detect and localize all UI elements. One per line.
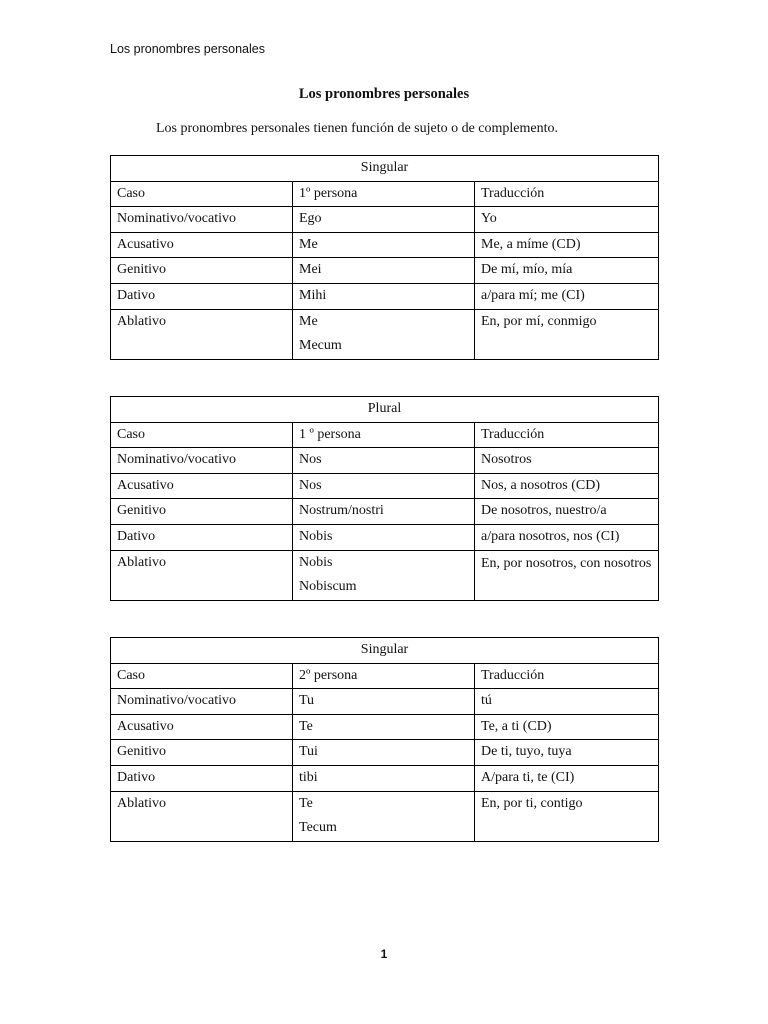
latin-form-cell: [293, 740, 475, 766]
table-row: [111, 765, 659, 791]
singular-first-person-table: [110, 155, 659, 360]
latin-form-cell: [293, 258, 475, 284]
case-cell: Acusativo: [111, 473, 293, 499]
case-cell: Genitivo: [111, 499, 293, 525]
case-cell: Nominativo/vocativo: [111, 448, 293, 474]
table-row: [111, 524, 659, 550]
translation-cell: Me, a míme (CD): [475, 232, 659, 258]
table-caption-row: [111, 638, 659, 664]
latin-form: Tu: [299, 693, 315, 709]
table-row: [111, 499, 659, 525]
column-header: Traducción: [475, 422, 659, 448]
latin-form: Nos: [299, 477, 322, 493]
latin-form: Mihi: [299, 287, 327, 303]
latin-form-cell: [293, 689, 475, 715]
table-row: [111, 309, 659, 360]
singular-second-person-table: [110, 637, 659, 842]
case-cell: Ablativo: [111, 309, 293, 360]
table-header-row: [111, 422, 659, 448]
translation-cell: En, por ti, contigo: [475, 791, 659, 842]
running-header: Los pronombres personales: [110, 42, 265, 56]
translation-cell: Nosotros: [475, 448, 659, 474]
translation-cell: Nos, a nosotros (CD): [475, 473, 659, 499]
table-row: [111, 283, 659, 309]
latin-form: Ego: [299, 211, 322, 227]
table-caption: Singular: [111, 156, 659, 182]
latin-form: Tecum: [299, 820, 337, 836]
latin-form-cell: [293, 524, 475, 550]
column-header: Caso: [111, 422, 293, 448]
table-header-row: [111, 181, 659, 207]
latin-form: tibi: [299, 769, 318, 785]
translation-cell: De nosotros, nuestro/a: [475, 499, 659, 525]
translation-cell: A/para ti, te (CI): [475, 765, 659, 791]
latin-form: Mecum: [299, 338, 342, 354]
table-row: [111, 740, 659, 766]
case-cell: Genitivo: [111, 740, 293, 766]
table-row: [111, 258, 659, 284]
latin-form: Me: [299, 313, 318, 329]
case-cell: Genitivo: [111, 258, 293, 284]
case-cell: Nominativo/vocativo: [111, 207, 293, 233]
document-title: Los pronombres personales: [298, 86, 470, 102]
case-cell: Acusativo: [111, 714, 293, 740]
latin-form-cell: [293, 765, 475, 791]
translation-cell: tú: [475, 689, 659, 715]
column-header: 1 º persona: [293, 422, 475, 448]
table-row: [111, 448, 659, 474]
latin-form: Tui: [299, 744, 318, 760]
translation-cell: De ti, tuyo, tuya: [475, 740, 659, 766]
table-caption: Singular: [111, 638, 659, 664]
table-header-row: [111, 663, 659, 689]
translation-cell: En, por nosotros, con nosotros: [475, 550, 659, 601]
column-header: Caso: [111, 181, 293, 207]
latin-form: Me: [299, 236, 318, 252]
translation-cell: a/para nosotros, nos (CI): [475, 524, 659, 550]
column-header: Traducción: [475, 181, 659, 207]
latin-form-cell: [293, 714, 475, 740]
translation-cell: Yo: [475, 207, 659, 233]
latin-form-cell: [293, 791, 475, 842]
latin-form: Te: [299, 718, 313, 734]
translation-cell: Te, a ti (CD): [475, 714, 659, 740]
column-header: 1º persona: [293, 181, 475, 207]
latin-form-cell: [293, 309, 475, 360]
translation-cell: En, por mí, conmigo: [475, 309, 659, 360]
table-row: [111, 232, 659, 258]
translation-cell: De mí, mío, mía: [475, 258, 659, 284]
latin-form-cell: [293, 499, 475, 525]
case-cell: Ablativo: [111, 550, 293, 601]
table-caption: Plural: [111, 397, 659, 423]
table-row: [111, 473, 659, 499]
page-number: 1: [380, 947, 388, 961]
case-cell: Ablativo: [111, 791, 293, 842]
latin-form: Nostrum/nostri: [299, 503, 384, 519]
latin-form: Nobis: [299, 528, 333, 544]
table-row: [111, 207, 659, 233]
latin-form: Nos: [299, 452, 322, 468]
intro-paragraph: Los pronombres personales tienen función de sujeto o de complemento.: [156, 121, 559, 136]
column-header: 2º persona: [293, 663, 475, 689]
case-cell: Dativo: [111, 765, 293, 791]
latin-form: Mei: [299, 262, 322, 278]
latin-form-cell: [293, 448, 475, 474]
translation-cell: a/para mí; me (CI): [475, 283, 659, 309]
table-row: [111, 791, 659, 842]
column-header: Traducción: [475, 663, 659, 689]
latin-form: Nobiscum: [299, 579, 357, 595]
case-cell: Acusativo: [111, 232, 293, 258]
table-row: [111, 689, 659, 715]
case-cell: Dativo: [111, 524, 293, 550]
plural-first-person-table: [110, 396, 659, 601]
case-cell: Nominativo/vocativo: [111, 689, 293, 715]
latin-form: Te: [299, 795, 313, 811]
latin-form-cell: [293, 473, 475, 499]
latin-form-cell: [293, 550, 475, 601]
table-caption-row: [111, 397, 659, 423]
latin-form-cell: [293, 207, 475, 233]
latin-form-cell: [293, 232, 475, 258]
latin-form-cell: [293, 283, 475, 309]
latin-form: Nobis: [299, 554, 333, 570]
table-caption-row: [111, 156, 659, 182]
table-row: [111, 550, 659, 601]
case-cell: Dativo: [111, 283, 293, 309]
table-row: [111, 714, 659, 740]
column-header: Caso: [111, 663, 293, 689]
